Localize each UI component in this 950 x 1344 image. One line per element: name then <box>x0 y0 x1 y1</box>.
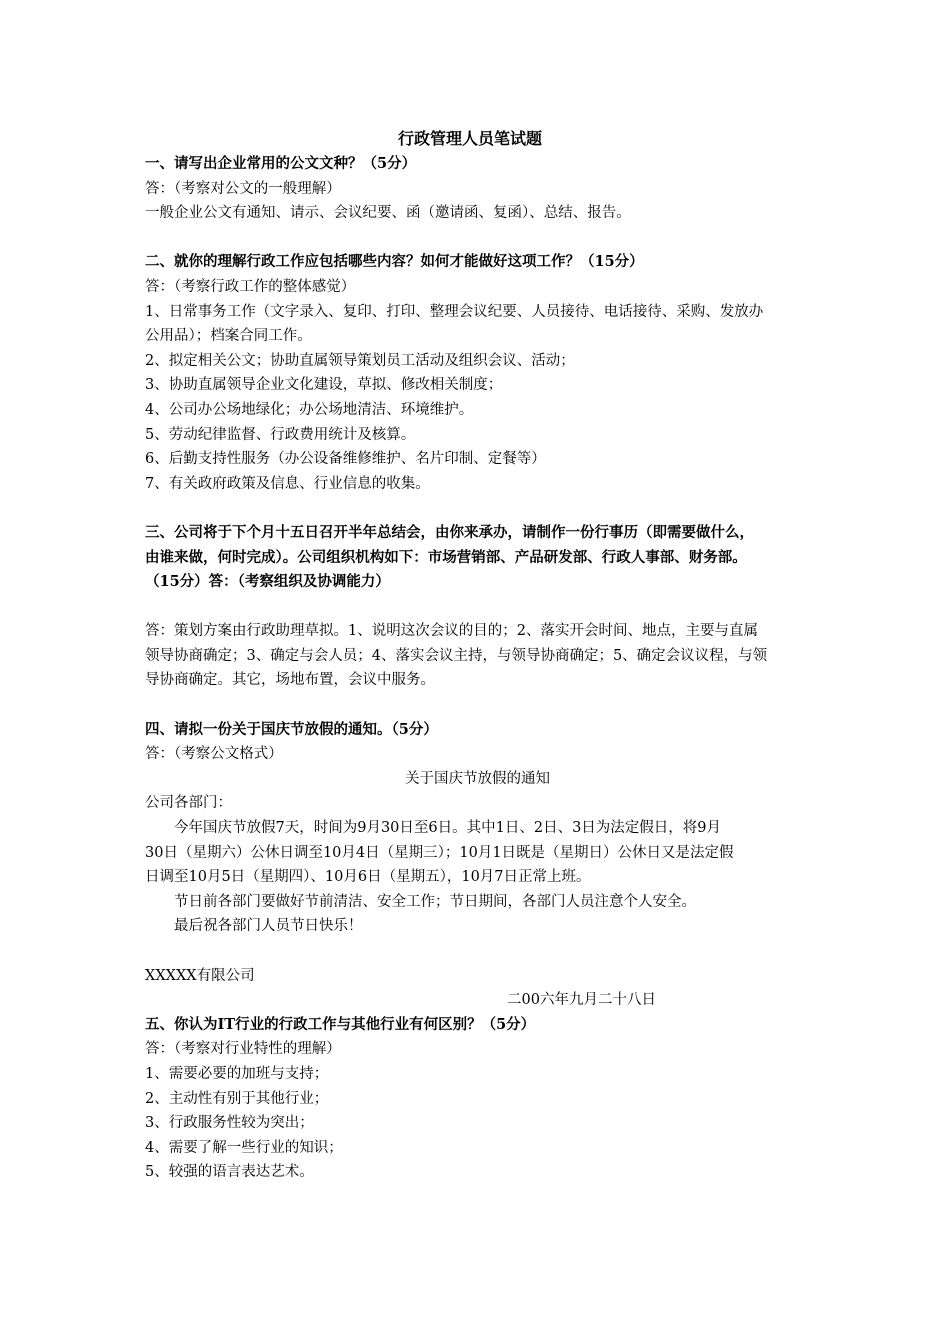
question-2-item: 4、公司办公场地绿化；办公场地清洁、环境维护。 <box>145 401 474 418</box>
question-5-item: 1、需要必要的加班与支持； <box>145 1065 329 1082</box>
spacer <box>145 693 810 718</box>
notice-title: 关于国庆节放假的通知 <box>405 770 550 787</box>
question-3-answer-line: 导协商确定。其它，场地布置，会议中服务。 <box>145 672 435 689</box>
spacer <box>145 595 810 620</box>
question-2-item: 2、拟定相关公文；协助直属领导策划员工活动及组织会议、活动； <box>145 352 575 369</box>
question-5-hint: 答：（考察对行业特性的理解） <box>145 1041 341 1058</box>
question-3-line: 由谁来做，何时完成）。公司组织机构如下：市场营销部、产品研发部、行政人事部、财务部。 <box>145 548 747 566</box>
spacer <box>145 496 810 521</box>
question-2-hint: 答：（考察行政工作的整体感觉） <box>145 278 356 295</box>
question-3-line: 三、公司将于下个月十五日召开半年总结会，由你来承办，请制作一份行事历（即需要做什么， <box>145 523 754 541</box>
question-3-answer-line: 答：策划方案由行政助理草拟。1、说明这次会议的目的；2、落实开会时间、地点，主要与直属 <box>145 623 758 640</box>
question-5-item: 4、需要了解一些行业的知识； <box>145 1139 343 1156</box>
question-5-item: 3、行政服务性较为突出； <box>145 1115 314 1132</box>
question-4: 四、请拟一份关于国庆节放假的通知。（5分） <box>145 720 438 738</box>
notice-closing: 最后祝各部门人员节日快乐！ <box>174 918 363 935</box>
question-1: 一、请写出企业常用的公文文种？（5分） <box>145 155 417 172</box>
notice-body-line: 日调至10月5日（星期四）、10月6日（星期五），10月7日正常上班。 <box>145 869 591 886</box>
notice-paragraph: 节日前各部门要做好节前清洁、安全工作；节日期间，各部门人员注意个人安全。 <box>174 893 696 910</box>
notice-body-line: 今年国庆节放假7天，时间为9月30日至6日。其中1日、2日、3日为法定假日，将9月 <box>174 820 722 837</box>
question-2: 二、就你的理解行政工作应包括哪些内容？如何才能做好这项工作？（15分） <box>145 253 644 271</box>
page-title: 行政管理人员笔试题 <box>397 129 542 148</box>
document-page <box>145 126 810 1185</box>
question-5: 五、你认为IT行业的行政工作与其他行业有何区别？（5分） <box>145 1015 536 1033</box>
question-5-item: 2、主动性有别于其他行业； <box>145 1090 329 1107</box>
spacer <box>145 226 810 251</box>
question-2-item: 公用品）；档案合同工作。 <box>145 328 312 345</box>
spacer <box>145 939 810 964</box>
question-5-item: 5、较强的语言表达艺术。 <box>145 1164 314 1181</box>
notice-salutation: 公司各部门： <box>145 795 232 812</box>
notice-date: 二00六年九月二十八日 <box>507 992 656 1009</box>
notice-signature: XXXXX有限公司 <box>145 967 255 984</box>
question-2-item: 7、有关政府政策及信息、行业信息的收集。 <box>145 475 430 492</box>
question-1-hint: 答：（考察对公文的一般理解） <box>145 180 341 197</box>
question-3-line: （15分）答：（考察组织及协调能力） <box>145 573 390 591</box>
question-1-answer: 一般企业公文有通知、请示、会议纪要、函（邀请函、复函）、总结、报告。 <box>145 205 631 222</box>
notice-body-line: 30日（星期六）公休日调至10月4日（星期三）；10月1日既是（星期日）公休日又是法定假 <box>145 844 734 861</box>
question-2-item: 3、协助直属领导企业文化建设，草拟、修改相关制度； <box>145 377 503 394</box>
question-2-item: 1、日常事务工作（文字录入、复印、打印、整理会议纪要、人员接待、电话接待、采购、发放办 <box>145 303 764 320</box>
question-2-item: 6、后勤支持性服务（办公设备维修维护、名片印制、定餐等） <box>145 451 546 468</box>
question-2-item: 5、劳动纪律监督、行政费用统计及核算。 <box>145 426 416 443</box>
question-3-answer-line: 领导协商确定；3、确定与会人员；4、落实会议主持，与领导协商确定；5、确定会议议程，与领 <box>145 647 768 664</box>
question-4-hint: 答：（考察公文格式） <box>145 746 283 763</box>
